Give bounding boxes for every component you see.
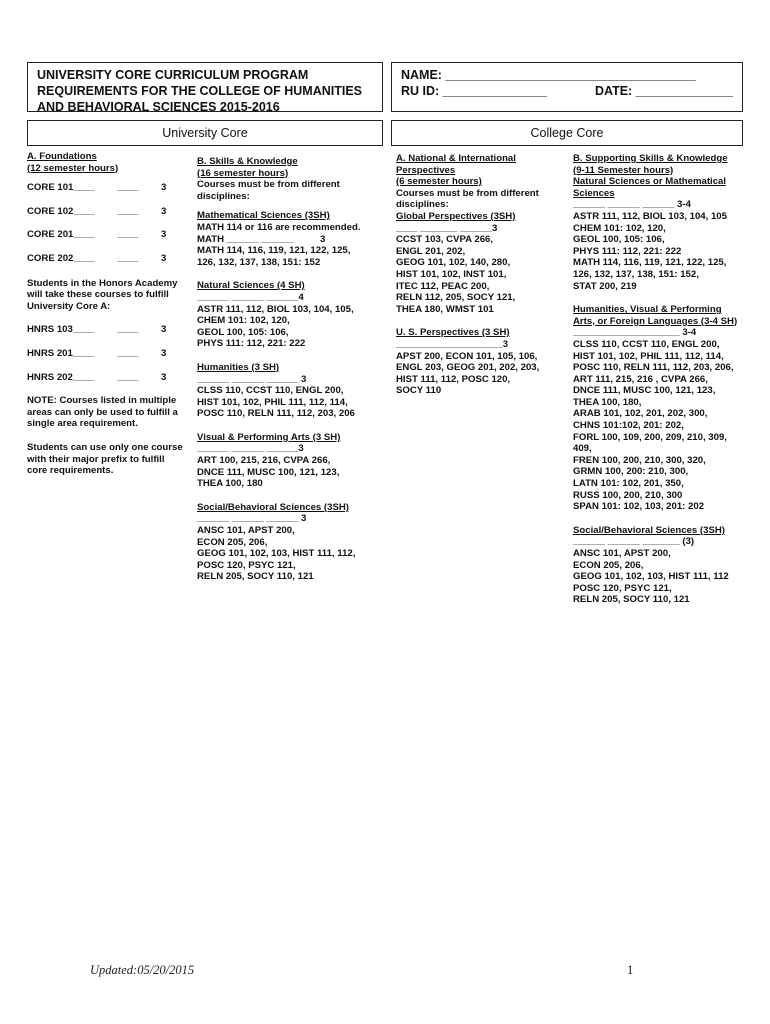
humanities-arts-line: ____________________ 3-4 <box>573 327 697 339</box>
university-core-header: University Core <box>27 120 383 146</box>
social-behavioral-line: GEOG 101, 102, 103, HIST 111, 112, <box>197 548 356 560</box>
math-line: MATH ______ ______ 3 <box>197 233 326 245</box>
humanities-arts-heading: Humanities, Visual & Performing <box>573 304 722 316</box>
global-perspectives-line: HIST 101, 102, INST 101, <box>396 268 507 280</box>
humanities-arts-line: SPAN 101: 102, 103, 201: 202 <box>573 501 705 513</box>
major-prefix-note: Students can use only one course <box>27 441 183 453</box>
natural-math-line: 126, 132, 137, 138, 151: 152, <box>573 268 699 280</box>
supporting-skills-column <box>573 153 745 606</box>
us-perspectives-line: ENGL 203, GEOG 201, 202, 203, <box>396 362 540 374</box>
natural-sciences-line: GEOL 100, 105: 106, <box>197 326 289 338</box>
us-perspectives-line: ____________________3 <box>396 338 509 350</box>
global-perspectives-line: GEOG 101, 102, 140, 280, <box>396 257 511 269</box>
section-heading: A. National & International <box>396 153 516 164</box>
student-info-box <box>391 62 743 112</box>
global-perspectives-line: ENGL 201, 202, <box>396 245 466 257</box>
page-number: 1 <box>627 963 634 977</box>
us-perspectives-line: HIST 111, 112, POSC 120, <box>396 373 511 385</box>
skills-knowledge-column <box>197 156 383 583</box>
natural-sciences-line: ______ ______ ______4 <box>197 291 304 303</box>
date-field[interactable]: DATE: ______________ <box>594 84 733 98</box>
social-behavioral-line: ANSC 101, APST 200, <box>197 525 295 537</box>
global-perspectives-line: CCST 103, CVPA 266, <box>396 234 494 246</box>
section-subheading: (12 semester hours) <box>27 162 119 174</box>
humanities-arts-line: HIST 101, 102, PHIL 111, 112, 114, <box>573 350 724 362</box>
humanities-arts-line: POSC 110, RELN 111, 112, 203, 206, <box>573 362 734 374</box>
multiple-area-note: areas can only be used to fulfill a <box>27 406 178 418</box>
honors-note: Students in the Honors Academy <box>27 277 178 289</box>
honors-note: University Core A: <box>27 300 111 312</box>
title-line-1: UNIVERSITY CORE CURRICULUM PROGRAM <box>37 68 309 82</box>
section-heading: B. Supporting Skills & Knowledge <box>573 153 728 164</box>
core-row: CORE 101____ ____ 3 <box>27 182 167 194</box>
visual-performing-arts-line: DNCE 111, MUSC 100, 121, 123, <box>197 466 340 478</box>
hnrs-row: HNRS 202____ ____ 3 <box>27 371 167 383</box>
global-perspectives-line: ____ _______ ______3 <box>396 222 498 234</box>
college-core-header: College Core <box>391 120 743 146</box>
natural-sciences-heading: Natural Sciences (4 SH) <box>197 280 305 292</box>
social-behavioral-line: RELN 205, SOCY 110, 121 <box>197 571 314 583</box>
title-line-3: AND BEHAVIORAL SCIENCES 2015-2016 <box>37 100 280 114</box>
natural-sciences-line: ASTR 111, 112, BIOL 103, 104, 105, <box>197 303 354 315</box>
core-row: CORE 201____ ____ 3 <box>27 229 167 241</box>
honors-note: will take these courses to fulfill <box>27 289 169 301</box>
humanities-arts-heading: Arts, or Foreign Languages (3-4 SH) <box>573 315 738 327</box>
section-heading: Sciences <box>573 187 615 199</box>
global-perspectives-line: RELN 112, 205, SOCY 121, <box>396 292 516 304</box>
humanities-arts-line: FREN 100, 200, 210, 300, 320, <box>573 454 706 466</box>
perspectives-column <box>396 153 568 397</box>
humanities-arts-line: GRMN 100, 200: 210, 300, <box>573 466 689 478</box>
humanities-arts-line: FORL 100, 109, 200, 209, 210, 309, <box>573 431 727 443</box>
section-subheading: (6 semester hours) <box>396 176 482 188</box>
intro-line: Courses must be from different <box>197 179 340 191</box>
social-behavioral-line: POSC 120, PSYC 121, <box>197 559 296 571</box>
humanities-arts-line: LATN 101: 102, 201, 350, <box>573 478 684 490</box>
humanities-heading: Humanities (3 SH) <box>197 361 280 373</box>
social-behavioral-line: ECON 205, 206, <box>197 536 268 548</box>
section-subheading: (9-11 Semester hours) <box>573 164 674 176</box>
social-behavioral-line: GEOG 101, 102, 103, HIST 111, 112 <box>573 571 729 583</box>
visual-performing-arts-line: ______ ______ ______3 <box>197 443 304 455</box>
major-prefix-note: core requirements. <box>27 465 114 477</box>
natural-sciences-line: PHYS 111: 112, 221: 222 <box>197 338 306 350</box>
intro-line: disciplines: <box>197 190 250 202</box>
math-heading: Mathematical Sciences (3SH) <box>197 210 330 222</box>
humanities-line: POSC 110, RELN 111, 112, 203, 206 <box>197 408 355 420</box>
social-behavioral-line: ______ ______ ______ 3 <box>197 513 307 525</box>
humanities-arts-line: ARAB 101, 102, 201, 202, 300, <box>573 408 708 420</box>
natural-math-line: ______ ______ ______ 3-4 <box>573 199 691 211</box>
us-perspectives-line: SOCY 110 <box>396 385 442 397</box>
humanities-line: ______ ______ ______ 3 <box>197 373 307 385</box>
social-behavioral-line: RELN 205, SOCY 110, 121 <box>573 594 690 606</box>
natural-math-line: STAT 200, 219 <box>573 280 637 292</box>
multiple-area-note: NOTE: Courses listed in multiple <box>27 395 177 407</box>
us-perspectives-heading: U. S. Perspectives (3 SH) <box>396 327 510 339</box>
global-perspectives-line: ITEC 112, PEAC 200, <box>396 280 490 292</box>
math-line: MATH 114, 116, 119, 121, 122, 125, <box>197 245 351 257</box>
hnrs-row: HNRS 103____ ____ 3 <box>27 324 167 336</box>
natural-math-line: ASTR 111, 112, BIOL 103, 104, 105 <box>573 210 727 222</box>
section-heading: A. Foundations <box>27 151 97 162</box>
social-behavioral-line: POSC 120, PSYC 121, <box>573 582 672 594</box>
multiple-area-note: single area requirement. <box>27 418 138 430</box>
humanities-arts-line: THEA 100, 180, <box>573 396 642 408</box>
visual-performing-arts-line: THEA 100, 180 <box>197 478 263 490</box>
natural-math-line: PHYS 111: 112, 221: 222 <box>573 245 682 257</box>
humanities-arts-line: RUSS 100, 200, 210, 300 <box>573 489 683 501</box>
natural-sciences-line: CHEM 101: 102, 120, <box>197 315 290 327</box>
core-row: CORE 202____ ____ 3 <box>27 252 167 264</box>
social-behavioral-line: ECON 205, 206, <box>573 559 644 571</box>
math-line: MATH 114 or 116 are recommended. <box>197 221 361 233</box>
social-behavioral-line: ANSC 101, APST 200, <box>573 548 671 559</box>
humanities-arts-line: CLSS 110, CCST 110, ENGL 200, <box>573 338 720 350</box>
name-field[interactable]: NAME: ____________________________________ <box>401 68 696 82</box>
humanities-line: HIST 101, 102, PHIL 111, 112, 114, <box>197 396 348 408</box>
visual-performing-arts-heading: Visual & Performing Arts (3 SH) <box>197 431 341 443</box>
section-subheading: (16 semester hours) <box>197 167 289 179</box>
math-line: 126, 132, 137, 138, 151: 152 <box>197 256 321 268</box>
core-row: CORE 102____ ____ 3 <box>27 205 167 217</box>
title-line-2: REQUIREMENTS FOR THE COLLEGE OF HUMANITIES <box>37 84 363 98</box>
natural-math-line: GEOL 100, 105: 106, <box>573 234 665 246</box>
humanities-arts-line: CHNS 101:102, 201: 202, <box>573 420 684 432</box>
intro-line: Courses must be from different <box>396 187 539 199</box>
us-perspectives-line: APST 200, ECON 101, 105, 106, <box>396 350 538 362</box>
humanities-arts-line: DNCE 111, MUSC 100, 121, 123, <box>573 385 716 397</box>
major-prefix-note: with their major prefix to fulfill <box>27 453 165 465</box>
section-heading: Perspectives <box>396 164 456 176</box>
program-title-box <box>27 62 383 112</box>
hnrs-row: HNRS 201____ ____ 3 <box>27 347 167 359</box>
visual-performing-arts-line: ART 100, 215, 216, CVPA 266, <box>197 455 331 467</box>
section-heading: B. Skills & Knowledge <box>197 156 298 167</box>
humanities-line: CLSS 110, CCST 110, ENGL 200, <box>197 385 344 397</box>
intro-line: disciplines: <box>396 199 449 211</box>
social-behavioral-heading: Social/Behavioral Sciences (3SH) <box>573 524 725 536</box>
social-behavioral-line: ______ ______ _______ (3) <box>573 536 695 548</box>
natural-math-line: MATH 114, 116, 119, 121, 122, 125, <box>573 257 727 269</box>
updated-date: Updated:05/20/2015 <box>90 963 195 977</box>
section-heading: Natural Sciences or Mathematical <box>573 176 727 188</box>
global-perspectives-heading: Global Perspectives (3SH) <box>396 210 516 222</box>
humanities-arts-line: ART 111, 215, 216 , CVPA 266, <box>573 373 708 385</box>
foundations-column <box>27 151 192 477</box>
ruid-field[interactable]: RU ID: _______________ <box>401 84 547 98</box>
natural-math-line: CHEM 101: 102, 120, <box>573 222 666 234</box>
social-behavioral-heading: Social/Behavioral Sciences (3SH) <box>197 501 349 513</box>
global-perspectives-line: THEA 180, WMST 101 <box>396 303 494 315</box>
humanities-arts-line: 409, <box>573 443 592 455</box>
